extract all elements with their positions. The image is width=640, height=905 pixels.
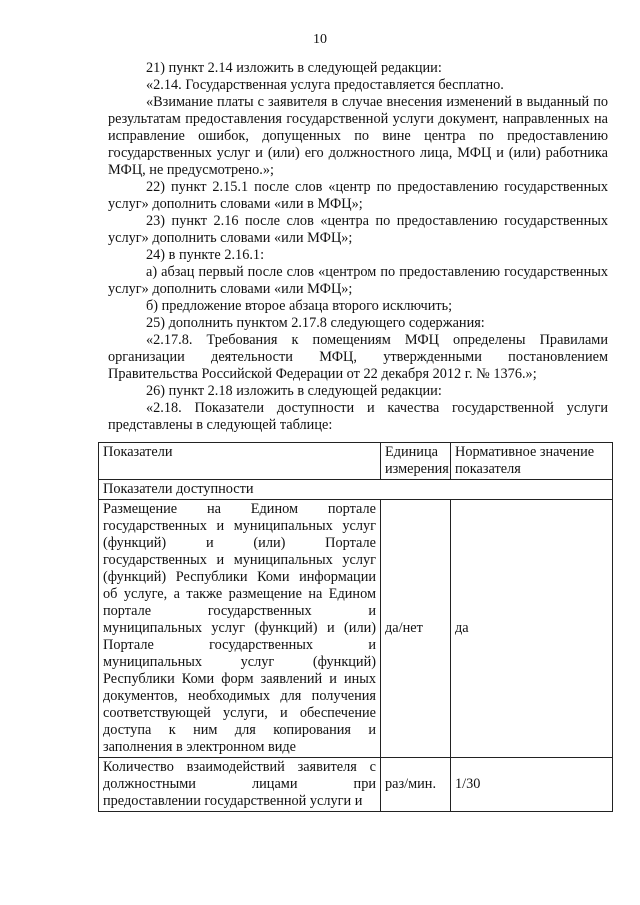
value-cell: да xyxy=(451,500,613,758)
unit-cell: да/нет xyxy=(381,500,451,758)
indicator-line: государственных и муниципальных услуг xyxy=(103,518,376,534)
table-header-row xyxy=(99,443,613,480)
indicator-line: должностными лицами при xyxy=(103,776,376,792)
indicator-line: предоставлении государственной услуги и xyxy=(103,793,363,809)
paragraph-item-2-17-8: «2.17.8. Требования к помещениям МФЦ определены Правилами организации деятельности МФЦ, утвержденными постановлением Правительства Российской Федерации от 22 декабря 2012 г. № 1376.»; xyxy=(108,332,608,382)
header-norm-value: Нормативное значение показателя xyxy=(451,443,613,480)
value-cell: 1/30 xyxy=(451,758,613,812)
document-body xyxy=(108,60,608,434)
header-indicators: Показатели xyxy=(99,443,381,480)
indicator-line: документов, необходимых для получения xyxy=(103,688,376,704)
table-section-row xyxy=(99,480,613,500)
indicator-line: муниципальных услуг (функций) и (или) xyxy=(103,620,376,636)
page-number: 10 xyxy=(313,32,327,47)
table-row xyxy=(99,758,613,812)
indicator-line: Размещение на Едином портале xyxy=(103,501,376,517)
indicator-line: портале государственных и xyxy=(103,603,376,619)
indicator-line: Республики Коми форм заявлений и иных xyxy=(103,671,376,687)
paragraph-item-23: 23) пункт 2.16 после слов «центра по предоставлению государственных услуг» дополнить словами «или МФЦ»; xyxy=(108,213,608,246)
indicator-line: государственных и муниципальных услуг xyxy=(103,552,376,568)
paragraph-item-26: 26) пункт 2.18 изложить в следующей редакции: xyxy=(146,383,442,399)
header-unit: Единица измерения xyxy=(381,443,451,480)
unit-cell: раз/мин. xyxy=(381,758,451,812)
paragraph-item-2-18: «2.18. Показатели доступности и качества государственной услуги представлены в следующей таблице: xyxy=(108,400,608,433)
indicators-table xyxy=(98,442,613,812)
indicator-cell xyxy=(99,500,381,758)
indicator-line: (функций) и (или) Портале xyxy=(103,535,376,551)
indicator-line: соответствующей услуги, и обеспечение xyxy=(103,705,376,721)
paragraph-item-24b: б) предложение второе абзаца второго исключить; xyxy=(146,298,453,314)
paragraph-item-22: 22) пункт 2.15.1 после слов «центр по предоставлению государственных услуг» дополнить словами «или в МФЦ»; xyxy=(108,179,608,212)
paragraph-item-25: 25) дополнить пунктом 2.17.8 следующего содержания: xyxy=(146,315,485,331)
paragraph-item-2-14: «2.14. Государственная услуга предоставляется бесплатно. xyxy=(146,77,504,93)
table-row xyxy=(99,500,613,758)
indicator-cell xyxy=(99,758,381,812)
paragraph-fee-text: «Взимание платы с заявителя в случае внесения изменений в выданный по результатам предоставления государственной услуги документ, направленных на исправление ошибок, допущенных по вине центра по предоставлению государственных услуг и (или) его должностного лица, МФЦ и (или) работника МФЦ, не предусмотрено.»; xyxy=(108,94,608,178)
section-accessibility: Показатели доступности xyxy=(99,480,613,500)
paragraph-item-24a: а) абзац первый после слов «центром по предоставлению государственных услуг» дополнить словами «или МФЦ»; xyxy=(108,264,608,297)
indicator-line: (функций) Республики Коми информации xyxy=(103,569,376,585)
indicator-line: об услуге, а также размещение на Едином xyxy=(103,586,376,602)
indicator-line: заполнения в электронном виде xyxy=(103,739,296,755)
paragraph-item-24: 24) в пункте 2.16.1: xyxy=(146,247,265,263)
indicator-line: Количество взаимодействий заявителя с xyxy=(103,759,376,775)
indicator-line: Портале государственных и xyxy=(103,637,376,653)
paragraph-item-21: 21) пункт 2.14 изложить в следующей редакции: xyxy=(146,60,442,76)
indicator-line: муниципальных услуг (функций) xyxy=(103,654,376,670)
indicator-line: доступа к ним для копирования и xyxy=(103,722,376,738)
